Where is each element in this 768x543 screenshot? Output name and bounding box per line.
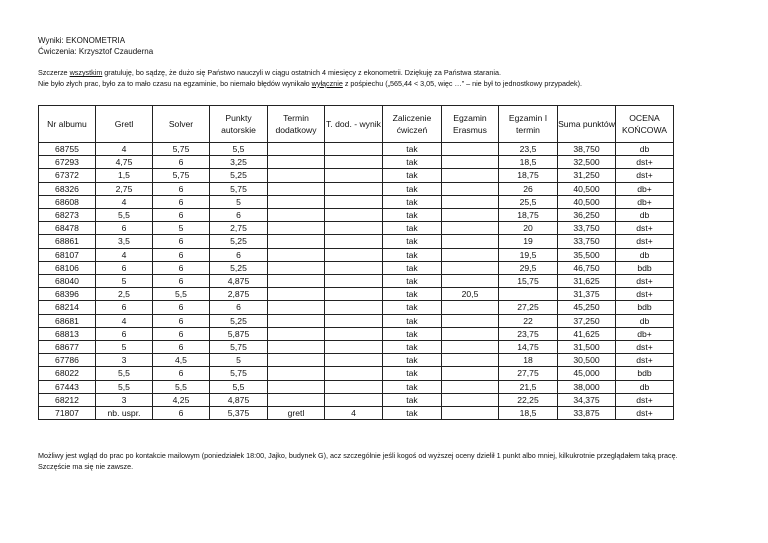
table-cell: 18,5 (499, 407, 558, 420)
table-cell (442, 367, 499, 380)
table-cell: 4 (96, 314, 153, 327)
table-cell: 5 (96, 341, 153, 354)
table-cell: tak (383, 367, 442, 380)
table-cell (442, 248, 499, 261)
column-header: T. dod. - wynik (325, 106, 383, 143)
table-cell: 5,5 (210, 380, 268, 393)
table-cell: 6 (210, 248, 268, 261)
table-cell: 6 (153, 314, 210, 327)
table-cell: tak (383, 288, 442, 301)
header-instructor: Ćwiczenia: Krzysztof Czauderna (38, 46, 154, 56)
table-cell (268, 235, 325, 248)
table-cell: 5,75 (210, 182, 268, 195)
table-row (39, 301, 674, 314)
column-header: Nr albumu (39, 106, 96, 143)
table-cell (442, 209, 499, 222)
table-cell: tak (383, 261, 442, 274)
table-cell: 5,25 (210, 314, 268, 327)
table-cell (325, 235, 383, 248)
table-cell: 3 (96, 354, 153, 367)
table-cell: bdb (616, 367, 674, 380)
table-cell: 45,250 (558, 301, 616, 314)
table-cell: 67372 (39, 169, 96, 182)
table-cell: db+ (616, 195, 674, 208)
table-cell (442, 235, 499, 248)
table-row (39, 393, 674, 406)
table-cell: 46,750 (558, 261, 616, 274)
table-row (39, 354, 674, 367)
table-cell: 4,75 (96, 156, 153, 169)
table-cell: 68040 (39, 275, 96, 288)
table-cell: 68677 (39, 341, 96, 354)
table-cell: 6 (153, 407, 210, 420)
table-cell (268, 380, 325, 393)
table-cell (442, 380, 499, 393)
table-cell: 68861 (39, 235, 96, 248)
table-cell (325, 393, 383, 406)
table-cell: 67786 (39, 354, 96, 367)
table-cell (325, 209, 383, 222)
table-cell: 19,5 (499, 248, 558, 261)
table-cell: 6 (153, 195, 210, 208)
table-cell (442, 354, 499, 367)
table-cell: tak (383, 182, 442, 195)
table-cell (325, 156, 383, 169)
table-cell (325, 275, 383, 288)
table-cell: bdb (616, 301, 674, 314)
header-subject: Wyniki: EKONOMETRIA (38, 36, 126, 45)
table-cell (268, 195, 325, 208)
table-cell: 18,75 (499, 209, 558, 222)
table-cell: 14,75 (499, 341, 558, 354)
table-cell (499, 288, 558, 301)
table-row (39, 314, 674, 327)
table-cell: tak (383, 209, 442, 222)
table-cell: dst+ (616, 275, 674, 288)
table-cell (268, 288, 325, 301)
table-cell: tak (383, 341, 442, 354)
table-cell: 67293 (39, 156, 96, 169)
table-cell: gretl (268, 407, 325, 420)
table-cell: 40,500 (558, 182, 616, 195)
table-cell: 68813 (39, 327, 96, 340)
table-cell (325, 182, 383, 195)
table-cell: 2,875 (210, 288, 268, 301)
table-cell: tak (383, 301, 442, 314)
table-row (39, 209, 674, 222)
table-cell (268, 301, 325, 314)
table-cell: 33,750 (558, 235, 616, 248)
table-row (39, 182, 674, 195)
table-cell: 23,5 (499, 143, 558, 156)
table-cell: 36,250 (558, 209, 616, 222)
table-cell: tak (383, 222, 442, 235)
table-cell (268, 341, 325, 354)
table-cell: tak (383, 327, 442, 340)
table-cell: tak (383, 195, 442, 208)
table-cell: 21,5 (499, 380, 558, 393)
table-cell: 4,875 (210, 393, 268, 406)
table-cell: 5,75 (153, 169, 210, 182)
table-cell: 38,750 (558, 143, 616, 156)
table-cell: 2,75 (210, 222, 268, 235)
table-row (39, 143, 674, 156)
table-cell (325, 341, 383, 354)
intro-line-1-pre: Szczerze (38, 68, 70, 77)
table-row (39, 235, 674, 248)
table-cell: 19 (499, 235, 558, 248)
table-cell: 34,375 (558, 393, 616, 406)
table-cell: 27,75 (499, 367, 558, 380)
table-cell (442, 327, 499, 340)
table-cell: 5,75 (210, 341, 268, 354)
table-cell: 68478 (39, 222, 96, 235)
table-cell: tak (383, 248, 442, 261)
table-cell: dst+ (616, 156, 674, 169)
table-row (39, 341, 674, 354)
table-cell: tak (383, 143, 442, 156)
table-cell: 26 (499, 182, 558, 195)
table-cell: 5,75 (210, 367, 268, 380)
table-cell (268, 169, 325, 182)
table-row (39, 407, 674, 420)
results-table (38, 105, 674, 420)
table-body (39, 143, 674, 420)
table-cell: dst+ (616, 222, 674, 235)
table-cell: 4 (325, 407, 383, 420)
table-cell: 5,875 (210, 327, 268, 340)
table-cell: 5,5 (210, 143, 268, 156)
table-cell: 68212 (39, 393, 96, 406)
table-cell: 22,25 (499, 393, 558, 406)
table-cell: 68107 (39, 248, 96, 261)
table-header-row (39, 106, 674, 143)
intro-line-1-post: gratuluję, bo sądzę, że dużo się Państwo nauczyli w ciągu ostatnich 4 miesięcy z ekonometrii. Dziękuję za Państwa starania. (102, 68, 502, 77)
table-cell: dst+ (616, 288, 674, 301)
table-cell: 41,625 (558, 327, 616, 340)
table-cell (268, 393, 325, 406)
document-header (38, 36, 153, 57)
table-cell: tak (383, 275, 442, 288)
table-cell (442, 143, 499, 156)
table-cell: dst+ (616, 341, 674, 354)
table-cell: 6 (153, 182, 210, 195)
table-cell: 18,75 (499, 169, 558, 182)
table-cell: 6 (96, 222, 153, 235)
table-cell: 38,000 (558, 380, 616, 393)
table-cell: 6 (153, 156, 210, 169)
table-cell: 6 (153, 367, 210, 380)
table-cell: tak (383, 393, 442, 406)
table-cell: 68396 (39, 288, 96, 301)
table-cell: 37,250 (558, 314, 616, 327)
table-cell (325, 248, 383, 261)
table-cell: 33,750 (558, 222, 616, 235)
table-cell: 33,875 (558, 407, 616, 420)
table-cell: 6 (96, 301, 153, 314)
table-cell: tak (383, 314, 442, 327)
table-cell (268, 261, 325, 274)
table-cell (442, 314, 499, 327)
table-cell: 2,5 (96, 288, 153, 301)
table-cell (268, 182, 325, 195)
table-cell (442, 222, 499, 235)
table-cell: 6 (96, 261, 153, 274)
intro-line-2-underlined: wyłącznie (311, 78, 343, 88)
table-cell: 29,5 (499, 261, 558, 274)
table-cell: 31,625 (558, 275, 616, 288)
column-header: Zaliczenie ćwiczeń (383, 106, 442, 143)
table-cell (442, 275, 499, 288)
table-cell: dst+ (616, 407, 674, 420)
table-cell: 20 (499, 222, 558, 235)
table-cell: 5,25 (210, 261, 268, 274)
table-cell: 23,75 (499, 327, 558, 340)
table-cell: 5 (210, 195, 268, 208)
table-row (39, 222, 674, 235)
table-cell: tak (383, 156, 442, 169)
table-row (39, 327, 674, 340)
table-row (39, 367, 674, 380)
table-cell (325, 222, 383, 235)
table-cell: 31,250 (558, 169, 616, 182)
table-cell: 6 (153, 235, 210, 248)
table-cell: 4 (96, 195, 153, 208)
table-cell: 6 (96, 327, 153, 340)
table-cell (325, 367, 383, 380)
table-cell (442, 393, 499, 406)
table-cell: 6 (153, 275, 210, 288)
table-cell: 5,5 (96, 209, 153, 222)
table-cell: 45,000 (558, 367, 616, 380)
table-cell (268, 248, 325, 261)
table-cell (325, 380, 383, 393)
table-cell: 31,500 (558, 341, 616, 354)
table-cell: 6 (153, 209, 210, 222)
intro-line-2 (38, 79, 738, 90)
intro-line-2-post: z pośpiechu („565,44 < 3,05, więc …” – nie był to jednostkowy przypadek). (342, 78, 582, 88)
table-cell: db (616, 380, 674, 393)
column-header: Egzamin Erasmus (442, 106, 499, 143)
column-header: Egzamin I termin (499, 106, 558, 143)
table-cell: db+ (616, 327, 674, 340)
table-cell (442, 301, 499, 314)
table-cell: 5 (210, 354, 268, 367)
table-cell: 68273 (39, 209, 96, 222)
table-cell (325, 261, 383, 274)
table-cell: 40,500 (558, 195, 616, 208)
table-cell: 18,5 (499, 156, 558, 169)
table-cell (442, 156, 499, 169)
table-cell: 6 (153, 301, 210, 314)
table-cell: dst+ (616, 169, 674, 182)
table-cell (325, 314, 383, 327)
table-cell: 5,5 (96, 380, 153, 393)
table-row (39, 169, 674, 182)
table-cell: 22 (499, 314, 558, 327)
table-cell: 5,5 (96, 367, 153, 380)
table-row (39, 275, 674, 288)
table-row (39, 288, 674, 301)
table-cell (325, 301, 383, 314)
table-cell: 1,5 (96, 169, 153, 182)
table-cell: nb. uspr. (96, 407, 153, 420)
table-cell (325, 143, 383, 156)
table-cell: db (616, 248, 674, 261)
table-cell: 4,875 (210, 275, 268, 288)
table-cell (268, 327, 325, 340)
table-cell: 20,5 (442, 288, 499, 301)
column-header: Suma punktów (558, 106, 616, 143)
table-cell: 4 (96, 143, 153, 156)
table-cell: db (616, 143, 674, 156)
table-row (39, 380, 674, 393)
table-cell (325, 327, 383, 340)
table-cell (325, 288, 383, 301)
table-cell: 3 (96, 393, 153, 406)
column-header: OCENA KOŃCOWA (616, 106, 674, 143)
table-cell: 15,75 (499, 275, 558, 288)
table-cell (442, 407, 499, 420)
table-cell: 68214 (39, 301, 96, 314)
table-cell: db (616, 314, 674, 327)
table-cell: tak (383, 354, 442, 367)
table-cell (442, 169, 499, 182)
table-cell: 5,25 (210, 235, 268, 248)
table-cell (268, 222, 325, 235)
table-cell (325, 169, 383, 182)
column-header: Gretl (96, 106, 153, 143)
table-cell (268, 354, 325, 367)
table-cell: 71807 (39, 407, 96, 420)
table-cell (325, 195, 383, 208)
table-cell (268, 275, 325, 288)
table-cell: 68755 (39, 143, 96, 156)
table-cell (442, 341, 499, 354)
table-cell: 27,25 (499, 301, 558, 314)
table-cell: 5 (96, 275, 153, 288)
table-cell: 6 (153, 248, 210, 261)
table-row (39, 248, 674, 261)
table-cell: dst+ (616, 354, 674, 367)
table-cell (268, 209, 325, 222)
intro-text (38, 68, 738, 89)
table-cell: 4,5 (153, 354, 210, 367)
table-cell: bdb (616, 261, 674, 274)
column-header: Solver (153, 106, 210, 143)
intro-line-1 (38, 68, 738, 79)
table-cell: 6 (153, 327, 210, 340)
table-cell: 3,25 (210, 156, 268, 169)
footer-line-2: Szczęście ma się nie zawsze. (38, 461, 134, 471)
table-cell: tak (383, 169, 442, 182)
table-cell (268, 143, 325, 156)
table-cell (268, 314, 325, 327)
table-cell: dst+ (616, 235, 674, 248)
table-cell: 25,5 (499, 195, 558, 208)
table-cell (268, 367, 325, 380)
table-cell: 3,5 (96, 235, 153, 248)
table-cell: 5,75 (153, 143, 210, 156)
table-cell: 2,75 (96, 182, 153, 195)
table-cell: tak (383, 380, 442, 393)
table-cell: 68106 (39, 261, 96, 274)
table-cell: 18 (499, 354, 558, 367)
table-cell: 30,500 (558, 354, 616, 367)
table-cell: 4,25 (153, 393, 210, 406)
table-cell: 5,25 (210, 169, 268, 182)
table-cell: 68681 (39, 314, 96, 327)
table-cell: 31,375 (558, 288, 616, 301)
table-cell: 6 (210, 209, 268, 222)
table-cell: 68022 (39, 367, 96, 380)
table-row (39, 156, 674, 169)
table-cell (442, 195, 499, 208)
table-cell (325, 354, 383, 367)
table-cell: 5,375 (210, 407, 268, 420)
table-cell (442, 261, 499, 274)
footer-line-1: Możliwy jest wgląd do prac po kontakcie mailowym (poniedziałek 18:00, Jajko, budynek G), acz szczególnie jeśli kogoś od wyższej oceny dzielił 1 punkt albo mniej, kilkukrotnie przeglądałem taką pracę. (38, 451, 678, 460)
table-cell: 6 (210, 301, 268, 314)
table-cell: 68326 (39, 182, 96, 195)
table-cell: dst+ (616, 393, 674, 406)
intro-line-1-underlined: wszystkim (69, 68, 103, 77)
table-cell: 4 (96, 248, 153, 261)
table-cell: 68608 (39, 195, 96, 208)
table-cell: 67443 (39, 380, 96, 393)
table-row (39, 261, 674, 274)
table-cell: tak (383, 235, 442, 248)
table-cell: 35,500 (558, 248, 616, 261)
table-cell: 6 (153, 261, 210, 274)
table-cell: 5,5 (153, 380, 210, 393)
column-header: Punkty autorskie (210, 106, 268, 143)
table-cell (442, 182, 499, 195)
column-header: Termin dodatkowy (268, 106, 325, 143)
table-cell: db+ (616, 182, 674, 195)
table-cell: 32,500 (558, 156, 616, 169)
table-cell: 5 (153, 222, 210, 235)
intro-line-2-pre: Nie było złych prac, było za to mało czasu na egzaminie, bo niemało błędów wynikało (38, 78, 312, 88)
table-cell: db (616, 209, 674, 222)
table-row (39, 195, 674, 208)
table-cell: 5,5 (153, 288, 210, 301)
table-cell (268, 156, 325, 169)
table-cell: tak (383, 407, 442, 420)
table-cell: 6 (153, 341, 210, 354)
footer-note (38, 451, 738, 472)
